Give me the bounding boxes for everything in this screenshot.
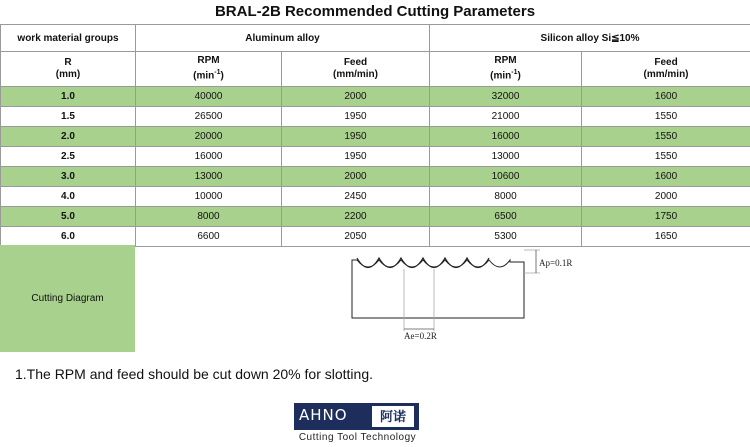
rpm-header-unit: (min: [490, 70, 512, 82]
silicon-feed-cell: 1550: [582, 107, 750, 127]
table-row: [1, 207, 750, 227]
table-row: [1, 127, 750, 147]
aluminum-rpm-cell: 40000: [136, 87, 282, 107]
aluminum-alloy-header: Aluminum alloy: [136, 25, 430, 52]
rpm-header-label: RPM: [197, 55, 220, 67]
r-header-unit: (mm): [55, 69, 81, 80]
silicon-feed-cell: 1550: [582, 127, 750, 147]
silicon-rpm-header: [430, 52, 582, 87]
aluminum-rpm-cell: 8000: [136, 207, 282, 227]
aluminum-feed-cell: 2450: [282, 187, 430, 207]
aluminum-feed-cell: 1950: [282, 127, 430, 147]
table-row: [1, 227, 750, 247]
silicon-rpm-cell: 10600: [430, 167, 582, 187]
r-cell: 1.0: [1, 87, 136, 107]
silicon-feed-cell: 1550: [582, 147, 750, 167]
aluminum-rpm-cell: 20000: [136, 127, 282, 147]
cutting-diagram: [340, 245, 620, 345]
aluminum-rpm-cell: 13000: [136, 167, 282, 187]
silicon-rpm-cell: 13000: [430, 147, 582, 167]
table-row: [1, 167, 750, 187]
ahno-logo: [290, 403, 425, 447]
feed-header-unit: (mm/min): [333, 69, 378, 80]
cutting-parameters-table: [0, 24, 750, 247]
aluminum-feed-cell: 2200: [282, 207, 430, 227]
table-row: [1, 107, 750, 127]
workpiece-outline: [352, 260, 524, 318]
rpm-header-label: RPM: [494, 55, 517, 67]
feed-header-unit: (mm/min): [643, 69, 689, 80]
logo-brand-chinese: 阿诺: [372, 406, 414, 427]
silicon-feed-cell: 1750: [582, 207, 750, 227]
table-row: [1, 147, 750, 167]
table-row: [1, 87, 750, 107]
aluminum-rpm-cell: 6600: [136, 227, 282, 247]
table-row: [1, 187, 750, 207]
work-material-groups-header: work material groups: [1, 25, 136, 52]
aluminum-rpm-cell: 16000: [136, 147, 282, 167]
slotting-note: 1.The RPM and feed should be cut down 20% for slotting.: [15, 366, 373, 382]
cutting-diagram-label-box: [0, 245, 135, 352]
group-header-row: [1, 25, 750, 52]
r-cell: 3.0: [1, 167, 136, 187]
cutting-diagram-label: Cutting Diagram: [31, 293, 104, 304]
silicon-rpm-cell: 5300: [430, 227, 582, 247]
logo-brand: AHNO: [299, 406, 348, 424]
ae-label: Ae=0.2R: [404, 331, 437, 341]
rpm-header-exponent: -1: [511, 69, 518, 77]
silicon-feed-header: [582, 52, 750, 87]
r-cell: 1.5: [1, 107, 136, 127]
rpm-header-unit: (min: [193, 70, 215, 82]
rpm-header-exponent: -1: [214, 69, 221, 77]
aluminum-feed-cell: 1950: [282, 107, 430, 127]
ap-label: Ap=0.1R: [539, 258, 573, 268]
r-cell: 6.0: [1, 227, 136, 247]
aluminum-feed-header: [282, 52, 430, 87]
aluminum-feed-cell: 1950: [282, 147, 430, 167]
logo-tagline: Cutting Tool Technology: [298, 432, 417, 443]
silicon-rpm-cell: 21000: [430, 107, 582, 127]
r-cell: 4.0: [1, 187, 136, 207]
silicon-rpm-cell: 16000: [430, 127, 582, 147]
silicon-feed-cell: 1650: [582, 227, 750, 247]
r-column-header: [1, 52, 136, 87]
silicon-feed-cell: 1600: [582, 167, 750, 187]
feed-header-label: Feed: [343, 57, 368, 68]
r-header-label: R: [64, 57, 72, 68]
silicon-rpm-cell: 8000: [430, 187, 582, 207]
silicon-rpm-cell: 32000: [430, 87, 582, 107]
column-header-row: [1, 52, 750, 87]
silicon-feed-cell: 1600: [582, 87, 750, 107]
aluminum-rpm-cell: 26500: [136, 107, 282, 127]
aluminum-rpm-header: [136, 52, 282, 87]
rpm-header-close: ): [517, 70, 521, 82]
silicon-feed-cell: 2000: [582, 187, 750, 207]
feed-header-label: Feed: [654, 57, 678, 68]
page-title: BRAL-2B Recommended Cutting Parameters: [214, 3, 536, 20]
silicon-alloy-header: Silicon alloy Si≦10%: [430, 25, 750, 52]
rpm-header-close: ): [220, 70, 224, 82]
aluminum-feed-cell: 2050: [282, 227, 430, 247]
aluminum-feed-cell: 2000: [282, 87, 430, 107]
r-cell: 2.0: [1, 127, 136, 147]
r-cell: 2.5: [1, 147, 136, 167]
aluminum-rpm-cell: 10000: [136, 187, 282, 207]
aluminum-feed-cell: 2000: [282, 167, 430, 187]
r-cell: 5.0: [1, 207, 136, 227]
silicon-rpm-cell: 6500: [430, 207, 582, 227]
